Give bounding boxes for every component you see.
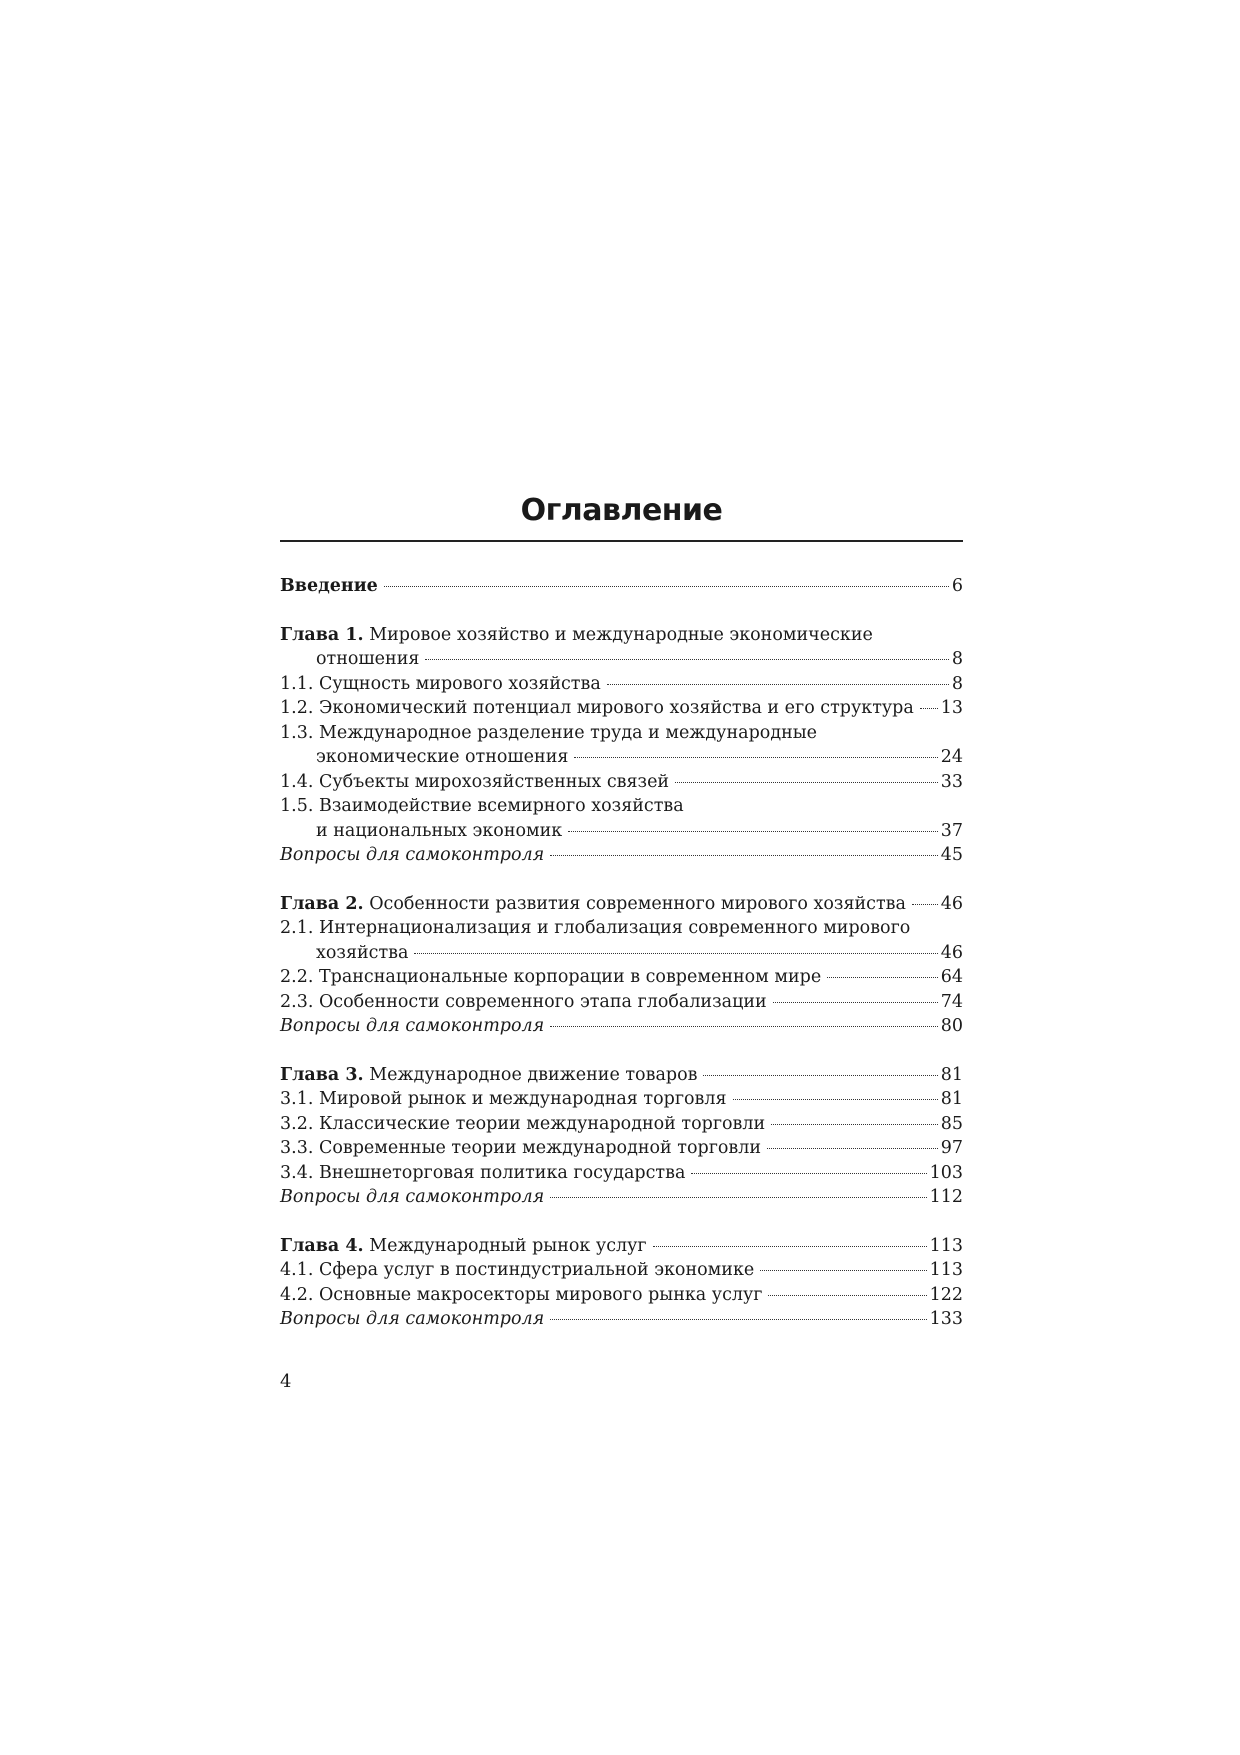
toc-page-number: 64 [940, 967, 963, 987]
toc-page-number: 112 [929, 1187, 963, 1207]
toc-entry[interactable] [280, 1283, 963, 1308]
toc-entry-label: 4.1. Сфера услуг в постиндустриальной экономике [280, 1260, 755, 1280]
dot-leader [550, 1026, 937, 1027]
toc-entry[interactable] [280, 1258, 963, 1283]
toc-entry[interactable] [280, 672, 963, 697]
toc-entry-label: 1.2. Экономический потенциал мирового хозяйства и его структура [280, 698, 914, 718]
toc-entry-label: 2.3. Особенности современного этапа глобализации [280, 991, 767, 1012]
dot-leader [675, 782, 938, 783]
dot-leader [574, 757, 937, 758]
toc-entry[interactable] [280, 745, 963, 770]
chapter-prefix: Глава 1. [280, 624, 364, 645]
dot-leader [653, 1246, 927, 1247]
toc-page-number: 113 [929, 1260, 963, 1280]
toc-entry[interactable] [280, 965, 963, 990]
toc-page-number: 113 [929, 1235, 963, 1256]
dot-leader [550, 1197, 926, 1198]
toc-chapter-4 [280, 1234, 963, 1332]
toc-entry-label-cont: и национальных экономик [316, 820, 563, 841]
chapter-prefix: Глава 3. [280, 1064, 364, 1085]
toc-page-number: 8 [951, 649, 963, 669]
toc-chapter-heading[interactable] [280, 1063, 963, 1088]
toc-questions-label: Вопросы для самоконтроля [280, 845, 545, 865]
toc-page-number: 37 [940, 820, 963, 841]
dot-leader [912, 904, 938, 905]
dot-leader [760, 1270, 926, 1271]
toc-entry-label: 1.3. Международное разделение труда и международные [280, 722, 818, 743]
toc-entry[interactable] [280, 647, 963, 672]
toc-entry[interactable] [280, 696, 963, 721]
chapter-title: Мировое хозяйство и международные экономические [369, 624, 873, 645]
toc-entry[interactable] [280, 1307, 963, 1332]
toc-entry-line[interactable] [280, 721, 963, 746]
toc-entry-label: Введение [280, 576, 378, 596]
toc-chapter-2 [280, 892, 963, 1039]
dot-leader [691, 1173, 926, 1174]
toc-page-number: 133 [929, 1309, 963, 1329]
chapter-title-cont: отношения [316, 649, 420, 669]
toc-entry[interactable] [280, 1087, 963, 1112]
table-of-contents [280, 574, 963, 1356]
dot-leader [827, 977, 938, 978]
toc-entry[interactable] [280, 819, 963, 844]
toc-questions-label: Вопросы для самоконтроля [280, 1309, 545, 1329]
dot-leader [550, 1319, 926, 1320]
toc-page-number: 97 [940, 1138, 963, 1158]
toc-page-number: 24 [940, 747, 963, 767]
toc-entry-label: 1.1. Сущность мирового хозяйства [280, 673, 601, 694]
toc-page-number: 80 [940, 1016, 963, 1036]
dot-leader [920, 708, 938, 709]
chapter-prefix: Глава 4. [280, 1235, 364, 1256]
toc-questions-label: Вопросы для самоконтроля [280, 1187, 545, 1207]
title-rule [280, 540, 963, 542]
toc-page-number: 46 [940, 893, 963, 914]
toc-questions-label: Вопросы для самоконтроля [280, 1016, 545, 1036]
toc-entry[interactable] [280, 574, 963, 599]
toc-entry[interactable] [280, 990, 963, 1015]
dot-leader [550, 855, 937, 856]
toc-entry[interactable] [280, 1185, 963, 1210]
toc-entry[interactable] [280, 770, 963, 795]
dot-leader [703, 1075, 937, 1076]
toc-entry-label: 1.4. Субъекты мирохозяйственных связей [280, 771, 670, 792]
dot-leader [773, 1002, 938, 1003]
dot-leader [733, 1099, 938, 1100]
toc-entry-label: 4.2. Основные макросекторы мирового рынка услуг [280, 1284, 763, 1305]
toc-page-number: 74 [940, 991, 963, 1012]
toc-entry[interactable] [280, 843, 963, 868]
toc-page-number: 81 [940, 1089, 963, 1109]
toc-entry-line[interactable] [280, 916, 963, 941]
toc-page-number: 45 [940, 845, 963, 865]
toc-entry[interactable] [280, 1161, 963, 1186]
toc-entry-label: 2.1. Интернационализация и глобализация современного мирового [280, 918, 911, 938]
dot-leader [771, 1124, 938, 1125]
toc-entry[interactable] [280, 1136, 963, 1161]
toc-page-number: 85 [940, 1113, 963, 1134]
toc-page-number: 122 [929, 1284, 963, 1305]
chapter-title: Особенности развития современного мирового хозяйства [369, 893, 906, 914]
page-title: Оглавление [520, 493, 723, 528]
dot-leader [607, 684, 949, 685]
dot-leader [414, 953, 937, 954]
dot-leader [425, 659, 948, 660]
toc-entry[interactable] [280, 1014, 963, 1039]
page-number: 4 [280, 1371, 292, 1392]
toc-entry-label: 3.4. Внешнеторговая политика государства [280, 1162, 686, 1183]
toc-chapter-3 [280, 1063, 963, 1210]
toc-entry-label: 1.5. Взаимодействие всемирного хозяйства [280, 796, 684, 816]
toc-entry-label: 3.1. Мировой рынок и международная торговля [280, 1089, 727, 1109]
chapter-title: Международный рынок услуг [369, 1235, 647, 1256]
chapter-prefix: Глава 2. [280, 893, 364, 914]
toc-entry-label: 2.2. Транснациональные корпорации в современном мире [280, 967, 822, 987]
toc-entry[interactable] [280, 941, 963, 966]
toc-page-number: 46 [940, 942, 963, 963]
toc-entry[interactable] [280, 1112, 963, 1137]
toc-entry-label: 3.3. Современные теории международной торговли [280, 1138, 762, 1158]
toc-intro [280, 574, 963, 599]
toc-page-number: 6 [951, 576, 963, 596]
dot-leader [568, 831, 937, 832]
dot-leader [767, 1148, 938, 1149]
toc-entry-label: 3.2. Классические теории международной торговли [280, 1113, 766, 1134]
dot-leader [768, 1295, 926, 1296]
toc-chapter-heading[interactable] [280, 1234, 963, 1259]
toc-page-number: 13 [940, 698, 963, 718]
toc-chapter-1 [280, 623, 963, 868]
toc-chapter-heading[interactable] [280, 623, 963, 648]
toc-chapter-heading[interactable] [280, 892, 963, 917]
toc-page-number: 81 [940, 1064, 963, 1085]
dot-leader [384, 586, 949, 587]
toc-entry-line[interactable] [280, 794, 963, 819]
toc-page-number: 8 [951, 673, 963, 694]
toc-page-number: 103 [929, 1162, 963, 1183]
toc-entry-label-cont: экономические отношения [316, 747, 569, 767]
toc-page-number: 33 [940, 771, 963, 792]
chapter-title: Международное движение товаров [369, 1064, 698, 1085]
toc-entry-label-cont: хозяйства [316, 942, 409, 963]
